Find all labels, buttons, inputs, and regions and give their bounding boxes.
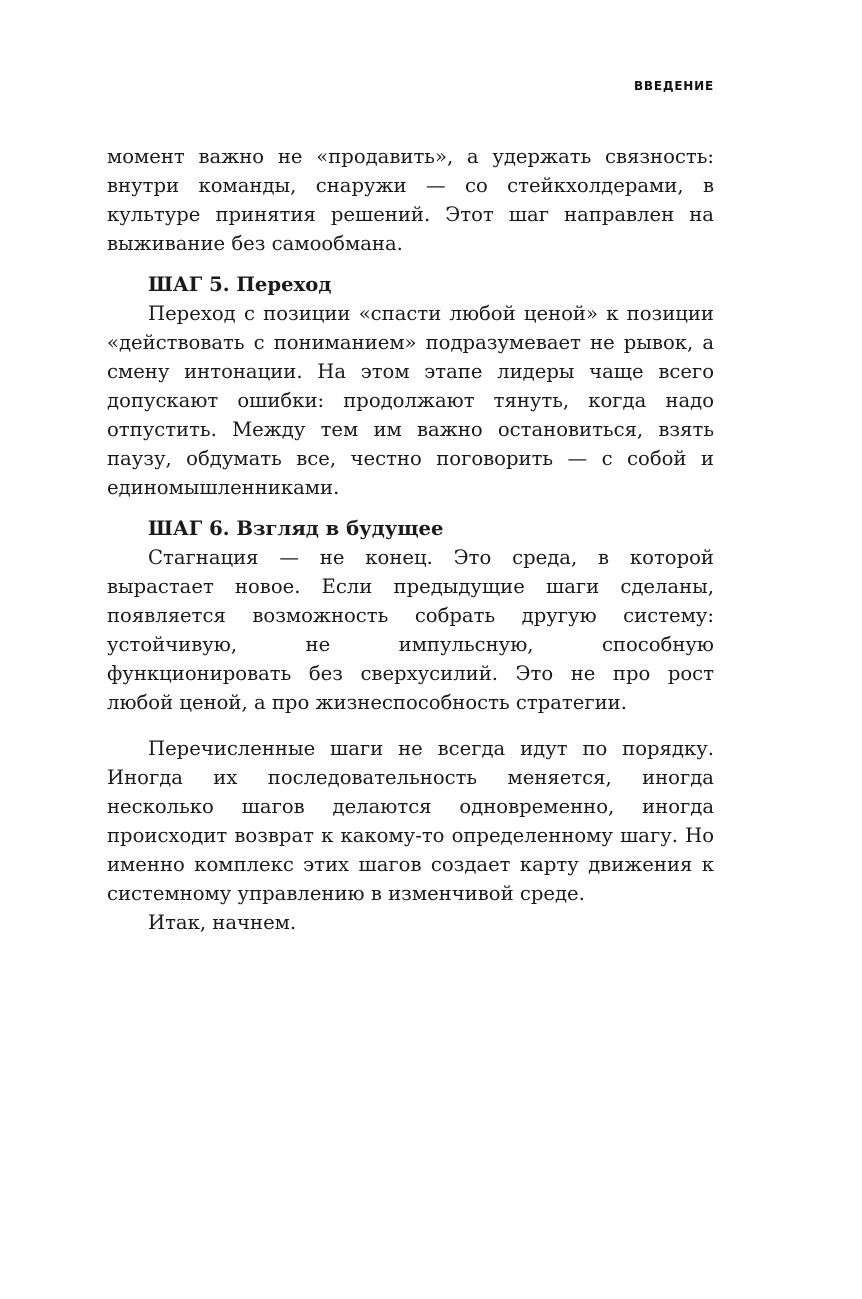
- closing-paragraph: Итак, начнем.: [148, 911, 297, 934]
- step5-heading: ШАГ 5. Переход: [148, 273, 332, 296]
- summary-paragraph: Перечисленные шаги не всегда идут по порядку. Иногда их последовательность меняется, иногда несколько шагов делаются одновременно, иногда происходит возврат к какому-то определенному шагу. Но именно комплекс этих шагов создает карту движения к системному управлению в изменчивой среде.: [107, 737, 714, 905]
- running-head: ВВЕДЕНИЕ: [633, 79, 714, 93]
- page-body: [107, 142, 714, 937]
- step5-paragraph: Переход с позиции «спасти любой ценой» к позиции «действовать с пониманием» подразумевает не рывок, а смену интонации. На этом этапе лидеры чаще всего допускают ошибки: продолжают тянуть, когда надо отпустить. Между тем им важно остановиться, взять паузу, обдумать все, честно поговорить — с собой и единомышленниками.: [107, 302, 714, 499]
- continuation-paragraph: момент важно не «продавить», а удержать связность: внутри команды, снаружи — со стейкхолдерами, в культуре принятия решений. Этот шаг направлен на выживание без самообмана.: [107, 145, 714, 255]
- step6-paragraph: Стагнация — не конец. Это среда, в которой вырастает новое. Если предыдущие шаги сделаны, появляется возможность собрать другую систему: устойчивую, не импульсную, способную функционировать без сверхусилий. Это не про рост любой ценой, а про жизнеспособность стратегии.: [107, 546, 714, 714]
- step6-heading: ШАГ 6. Взгляд в будущее: [148, 517, 444, 540]
